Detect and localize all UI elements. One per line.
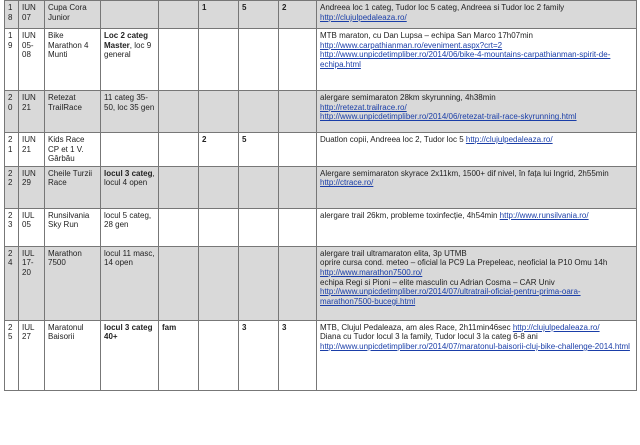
place-tudor	[239, 29, 279, 91]
race-result	[101, 246, 159, 320]
place-tudor	[239, 91, 279, 133]
note-text: Alergare semimaraton skyrace 2x11km, 1500+ dif nivel, în fața lui Ingrid, 2h55min	[320, 168, 609, 178]
race-name: Cheile Turzii Race	[45, 166, 101, 208]
table-row	[5, 91, 637, 133]
result-highlight: locul 3 categ	[104, 168, 153, 178]
row-number: 19	[5, 29, 19, 91]
race-date: IUN 21	[19, 133, 45, 167]
place-tudor: 3	[239, 320, 279, 390]
note-text: Duatlon copii, Andreea loc 2, Tudor loc 5	[320, 135, 466, 144]
place-tudor: 5	[239, 1, 279, 29]
place-family	[279, 246, 317, 320]
note-text: alergare trail ultramaraton elita, 3p UTMB	[320, 248, 467, 258]
row-number: 25	[5, 320, 19, 390]
race-name: Retezat TrailRace	[45, 91, 101, 133]
race-date: IUN 05-08	[19, 29, 45, 91]
table-row	[5, 320, 637, 390]
category-cell	[159, 133, 199, 167]
race-name: Bike Marathon 4 Munti	[45, 29, 101, 91]
race-notes	[317, 320, 637, 390]
place-andreea	[199, 208, 239, 246]
note-text: MTB, Clujul Pedaleaza, am ales Race, 2h11min46sec	[320, 322, 513, 332]
race-result	[101, 166, 159, 208]
race-notes	[317, 133, 637, 167]
note-text: oprire cursa cond. meteo – oficial la PC9 La Prepeleac, neoficial la P10 Omu 14h	[320, 258, 608, 268]
race-date: IUN 29	[19, 166, 45, 208]
table-row	[5, 29, 637, 91]
place-andreea	[199, 320, 239, 390]
category-cell	[159, 91, 199, 133]
race-link[interactable]: http://www.runsilvania.ro/	[499, 210, 589, 220]
race-link[interactable]: http://www.unpicdetimpliber.ro/2014/06/retezat-trail-race-skyrunning.html	[320, 112, 577, 122]
race-result	[101, 320, 159, 390]
row-number: 21	[5, 133, 19, 167]
race-result	[101, 29, 159, 91]
row-number: 20	[5, 91, 19, 133]
table-row	[5, 246, 637, 320]
race-notes	[317, 246, 637, 320]
race-date: IUL 05	[19, 208, 45, 246]
row-number: 24	[5, 246, 19, 320]
race-name: Maratonul Baisorii	[45, 320, 101, 390]
race-link[interactable]: http://clujulpedaleaza.ro/	[512, 322, 600, 332]
place-family: 3	[279, 320, 317, 390]
place-family	[279, 29, 317, 91]
place-family: 2	[279, 1, 317, 29]
category-cell	[159, 1, 199, 29]
place-tudor	[239, 208, 279, 246]
race-link[interactable]: http://ctrace.ro/	[320, 178, 374, 188]
category-cell	[159, 208, 199, 246]
race-notes	[317, 208, 637, 246]
category-cell	[159, 246, 199, 320]
place-andreea: 2	[199, 133, 239, 167]
race-notes	[317, 91, 637, 133]
note-text: Diana cu Tudor locul 3 la family, Tudor locul 3 la categ 6-8 ani	[320, 332, 538, 342]
race-link[interactable]: http://www.carpathianman.ro/eveniment.aspx?crt=2	[320, 40, 503, 50]
note-text: echipa Regi si Pioni – elite masculin cu Adrian Cosma – CAR Univ	[320, 277, 555, 287]
result-text: , loc 9 general	[104, 40, 152, 60]
note-text: Andreea loc 1 categ, Tudor loc 5 categ, Andreea si Tudor loc 2 family	[320, 3, 565, 12]
category-cell: fam	[159, 320, 199, 390]
row-number: 23	[5, 208, 19, 246]
table-row	[5, 208, 637, 246]
place-tudor	[239, 246, 279, 320]
result-highlight: Loc 2 categ Master	[104, 31, 149, 50]
race-notes	[317, 166, 637, 208]
result-text: 11 categ 35-50, loc 35 gen	[104, 93, 155, 112]
race-link[interactable]: http://retezat.trailrace.ro/	[320, 102, 407, 112]
result-text: locul 11 masc, 14 open	[104, 248, 155, 268]
result-highlight: locul 3 categ 40+	[104, 322, 153, 342]
note-text: alergare semimaraton 28km skyrunning, 4h38min	[320, 93, 496, 102]
race-link[interactable]: http://www.unpicdetimpliber.ro/2014/06/bike-4-mountains-carpathianman-spirit-de-echipa.html	[320, 50, 611, 69]
race-link[interactable]: http://www.unpicdetimpliber.ro/2014/07/maratonul-baisorii-cluj-bike-challenge-2014.html	[320, 341, 630, 351]
row-number: 18	[5, 1, 19, 29]
race-link[interactable]: http://www.unpicdetimpliber.ro/2014/07/ultratrail-oficial-pentru-prima-oara-marathon7500-bucegi.html	[320, 287, 581, 306]
race-results-table	[4, 0, 637, 391]
race-name: Cupa Cora Junior	[45, 1, 101, 29]
row-number: 22	[5, 166, 19, 208]
table-row	[5, 133, 637, 167]
race-link[interactable]: http://clujulpedaleaza.ro/	[320, 12, 407, 22]
race-result	[101, 1, 159, 29]
place-andreea	[199, 91, 239, 133]
race-date: IUN 21	[19, 91, 45, 133]
place-tudor	[239, 166, 279, 208]
place-tudor: 5	[239, 133, 279, 167]
place-family	[279, 91, 317, 133]
place-family	[279, 166, 317, 208]
result-text: , locul 4 open	[104, 168, 155, 188]
result-text: locul 5 categ, 28 gen	[104, 210, 152, 230]
place-andreea	[199, 29, 239, 91]
race-date: IUL 17-20	[19, 246, 45, 320]
place-family	[279, 133, 317, 167]
category-cell	[159, 166, 199, 208]
table-row	[5, 166, 637, 208]
race-result	[101, 91, 159, 133]
race-result	[101, 133, 159, 167]
race-link[interactable]: http://clujulpedaleaza.ro/	[465, 135, 553, 144]
race-notes	[317, 1, 637, 29]
race-name: Runsilvania Sky Run	[45, 208, 101, 246]
race-name: Kids Race CP et 1 V. Gârbău	[45, 133, 101, 167]
race-name: Marathon 7500	[45, 246, 101, 320]
table-row	[5, 1, 637, 29]
place-andreea	[199, 246, 239, 320]
note-text: alergare trail 26km, probleme toxinfecție, 4h54min	[320, 210, 500, 220]
race-notes	[317, 29, 637, 91]
note-text: MTB maraton, cu Dan Lupsa – echipa San Marco 17h07min	[320, 31, 534, 40]
race-result	[101, 208, 159, 246]
place-andreea	[199, 166, 239, 208]
race-link[interactable]: http://www.marathon7500.ro/	[320, 267, 423, 277]
race-date: IUL 27	[19, 320, 45, 390]
place-andreea: 1	[199, 1, 239, 29]
place-family	[279, 208, 317, 246]
race-date: IUN 07	[19, 1, 45, 29]
category-cell	[159, 29, 199, 91]
